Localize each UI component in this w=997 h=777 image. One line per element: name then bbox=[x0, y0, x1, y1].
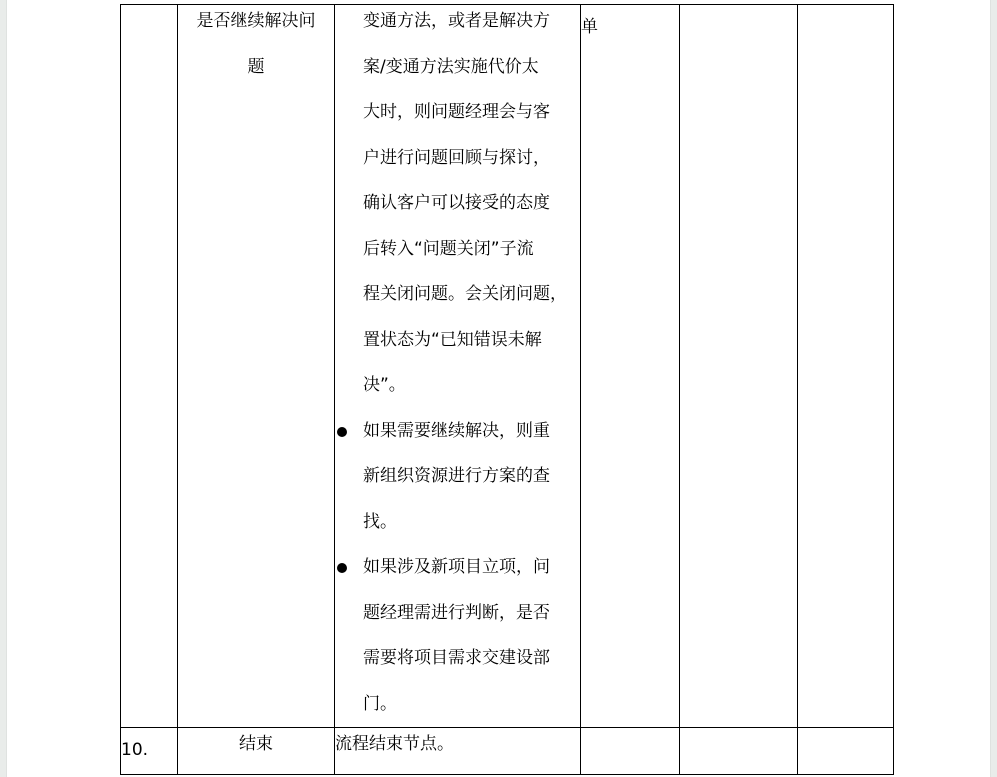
step-description-cell bbox=[335, 5, 581, 728]
empty-cell bbox=[798, 5, 894, 728]
role-cell: 单 bbox=[581, 5, 680, 728]
bullet-line: 需要将项目需求交建设部 bbox=[363, 648, 550, 668]
page-edge-right bbox=[990, 0, 997, 777]
table-row bbox=[121, 5, 894, 728]
bullet-line: 题经理需进行判断，是否 bbox=[363, 602, 550, 623]
table-row bbox=[121, 728, 894, 775]
document-page bbox=[6, 0, 991, 777]
bullet-line: 新组织资源进行方案的查 bbox=[363, 466, 550, 486]
empty-cell bbox=[680, 5, 798, 728]
bullet-line: 门。 bbox=[363, 693, 397, 714]
description-continuation bbox=[335, 0, 580, 409]
description-line: 决”。 bbox=[363, 375, 406, 395]
page-edge-left bbox=[0, 0, 7, 777]
description-line: 户进行问题回顾与探讨， bbox=[363, 147, 550, 168]
empty-cell bbox=[798, 728, 894, 775]
description-line: 置状态为“已知错误未解 bbox=[363, 329, 542, 350]
bullet-line: 如果需要继续解决，则重 bbox=[335, 409, 580, 455]
description-line: 后转入“问题关闭”子流 bbox=[363, 238, 534, 259]
step-name-line: 题 bbox=[247, 56, 265, 77]
bullet-line: 如果涉及新项目立项，问 bbox=[335, 545, 580, 591]
step-name-line: 是否继续解决问 bbox=[196, 11, 316, 31]
bullet-line: 找。 bbox=[363, 511, 397, 532]
description-line: 变通方法，或者是解决方 bbox=[363, 11, 550, 31]
process-table bbox=[120, 4, 894, 775]
description-line: 程关闭问题。会关闭问题， bbox=[363, 284, 567, 304]
bullet-item bbox=[335, 545, 580, 727]
step-name-cell bbox=[178, 5, 335, 728]
empty-cell bbox=[680, 728, 798, 775]
description-line: 大时，则问题经理会与客 bbox=[363, 102, 550, 122]
step-number-cell bbox=[121, 5, 178, 728]
description-line: 案/变通方法实施代价太 bbox=[363, 56, 539, 77]
step-description-cell: 流程结束节点。 bbox=[335, 728, 581, 775]
step-name-cell: 结束 bbox=[178, 728, 335, 775]
bullet-item bbox=[335, 409, 580, 546]
description-line: 确认客户可以接受的态度 bbox=[363, 193, 550, 213]
step-number-cell: 10. bbox=[121, 728, 178, 775]
role-cell bbox=[581, 728, 680, 775]
